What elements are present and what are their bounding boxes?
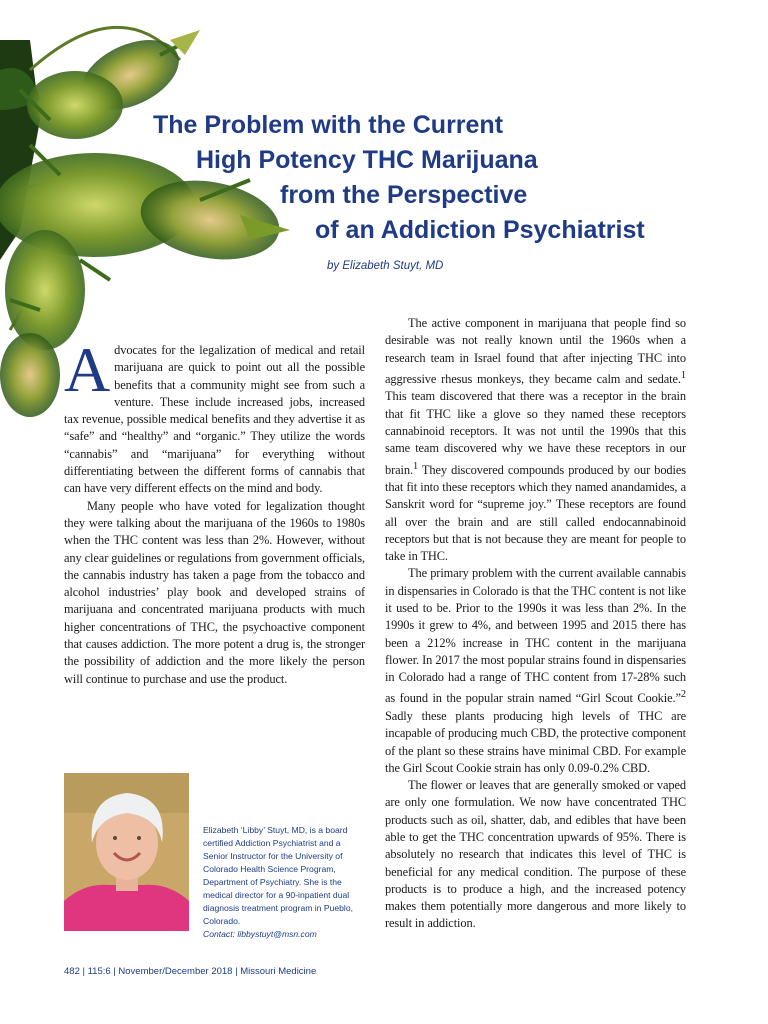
body-paragraph: The flower or leaves that are generally smoked or vaped are only one formulation. We now have concentrated THC products such as oil, shatter, dab, and edibles that have been able to get the THC concentration upwards of 95%. There is absolutely no research that indicates this level of THC is beneficial for any medical condition. The purpose of these products is to produce a high, and the increased potency makes them potentially more dangerous and more likely to result in addiction. [385,778,686,931]
title-line-1: The Problem with the Current [153,111,504,139]
drop-cap: A [64,334,111,405]
author-byline: by Elizabeth Stuyt, MD [327,260,444,272]
page-footer: 482 | 115:6 | November/December 2018 | Missouri Medicine [64,966,317,977]
right-column [385,315,686,933]
reference-superscript: 1 [412,460,419,472]
body-paragraph: The primary problem with the current available cannabis in dispensaries in Colorado is that the THC content is not like it used to be. Prior to the 1990s it was less than 2%. In the 1990s it grew to 4%, and between 1995 and 2015 there has been a 212% increase in THC content in the marijuana flower. In 2017 the most popular strains found in dispensaries in Colorado had a range of THC content from 17-28% such as found in the popular strain named “Girl Scout Cookie.”$^2$ Sadly these plants producing high levels of THC are incapable of producing much CBD, the protective component of the plant so these strains have minimal CBD. For example the Girl Scout Cookie strain has only 0.09-0.2% CBD. [385,566,686,775]
reference-superscript: 2 [680,689,686,701]
title-line-2: High Potency THC Marijuana [196,146,538,174]
intro-paragraph: Advocates for the legalization of medical and retail marijuana are quick to point out all the possible benefits that a community might see from such a venture. These include increased jobs, increased tax revenue, possible medical benefits and they advertise it as “safe” and “healthy” and “organic.” They utilize the words “cannabis” and “marijuana” for everything without differentiating between the different forms of cannabis that can have very different effects on the mind and body. [64,334,365,496]
reference-superscript: 1 [680,369,686,381]
author-photo [64,773,189,931]
title-line-3: from the Perspective [280,181,528,209]
bio-contact: Contact: libbystuyt@msn.com [203,929,317,939]
bio-text: Elizabeth ‘Libby’ Stuyt, MD, is a board certified Addiction Psychiatrist and a Senior Instructor for the University of Colorado Health Science Program, Department of Psychiatry. She is the medical director for a 90-inpatient dual diagnosis treatment program in Pueblo, Colorado. [203,825,353,926]
body-paragraph: Many people who have voted for legalization thought they were talking about the marijuana of the 1960s to 1980s when the THC content was less than 2%. However, without any clear guidelines or regulations from government officials, the cannabis industry has taken a page from the tobacco and alcohol industries’ play book and developed strains of marijuana and concentrated marijuana products with much higher concentrations of THC, the psychoactive component that causes addiction. The more potent a drug is, the stronger the possibility of addiction and the more likely the person will continue to purchase and use the product. [64,498,365,686]
author-bio [203,824,365,941]
left-column [64,334,365,688]
title-line-4: of an Addiction Psychiatrist [315,216,645,244]
body-paragraph: The active component in marijuana that people find so desirable was not really known until the 1960s when a research team in Israel found that after injecting THC into aggressive rhesus monkeys, they became calm and sedate.$^1$ This team discovered that there was a receptor in the brain that fit THC like a glove so they named these receptors cannabinoid receptors. It was not until the 1990s that this same team discovered why we have these receptors in our brain.$^1$ They discovered compounds produced by our bodies that fit into these receptors which they named anandamides, a Sanskrit word for “supreme joy.” These receptors are found all over the brain and are still called endocannabinoid receptors but that is not because they are meant for people to take in THC. [385,316,686,564]
